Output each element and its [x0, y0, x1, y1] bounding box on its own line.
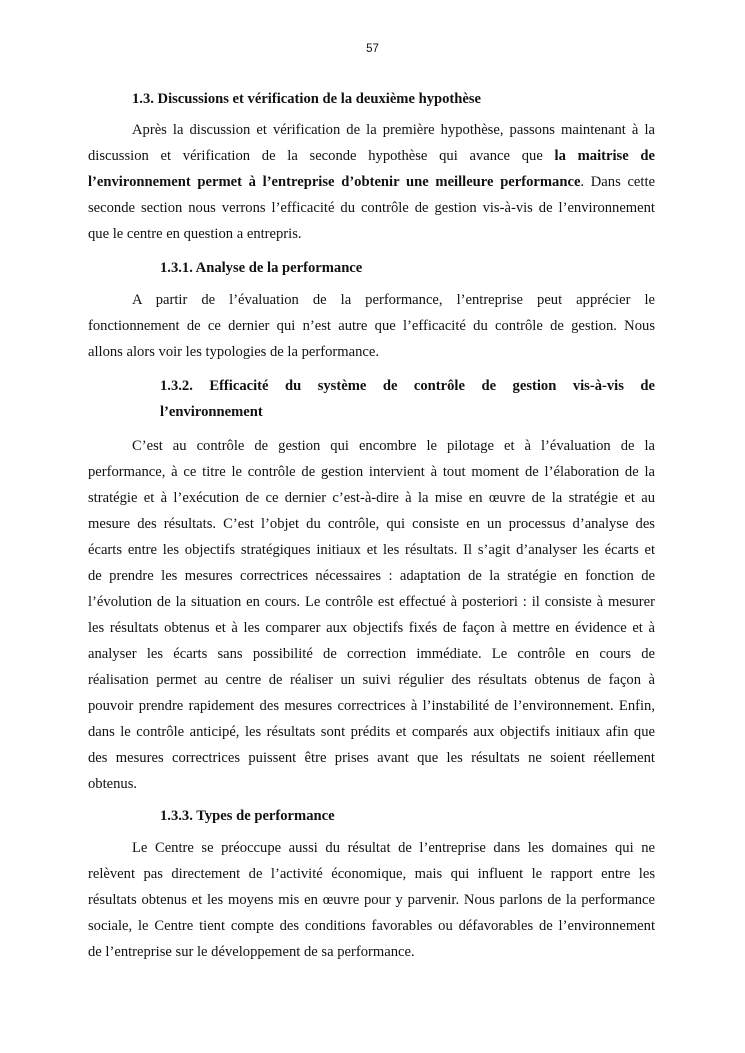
paragraph-line: performance, à ce titre le contrôle de gestion intervient à tout moment de l’élaboration de la: [88, 464, 655, 480]
paragraph-line: Le Centre se préoccupe aussi du résultat de l’entreprise dans les domaines qui ne: [132, 840, 655, 856]
paragraph-line: A partir de l’évaluation de la performance, l’entreprise peut apprécier le: [132, 292, 655, 308]
paragraph-line: des mesures correctrices puissent être prises avant que les résultats ne soient réellement: [88, 750, 655, 766]
text-run: discussion et vérification de la seconde hypothèse qui avance que: [88, 148, 543, 164]
paragraph-line: de prendre les mesures correctrices nécessaires : adaptation de la stratégie en fonction de: [88, 568, 655, 584]
section-heading-1-3-2-cont: l’environnement: [160, 404, 263, 420]
paragraph-line: les résultats obtenus et à les comparer aux objectifs fixés de façon à mettre en évidence et à: [88, 620, 655, 636]
page-number: 57: [366, 43, 379, 55]
paragraph-line: résultats obtenus et les moyens mis en œuvre pour y parvenir. Nous parlons de la performance: [88, 892, 655, 908]
paragraph-line: de l’entreprise sur le développement de sa performance.: [88, 944, 415, 960]
bold-text-run: l’environnement permet à l’entreprise d’obtenir une meilleure performance: [88, 174, 581, 190]
paragraph-line: relèvent pas directement de l’activité économique, mais qui influent le rapport entre les: [88, 866, 655, 882]
paragraph-line: pouvoir prendre rapidement des mesures correctrices à l’instabilité de l’environnement. Enfin,: [88, 698, 655, 714]
bold-text-run: la maitrise de: [554, 148, 655, 164]
paragraph-line: stratégie et à l’exécution de ce dernier c’est-à-dire à la mise en œuvre de la stratégie et au: [88, 490, 655, 506]
paragraph-line: seconde section nous verrons l’efficacité du contrôle de gestion vis-à-vis de l’environnement: [88, 200, 655, 216]
section-heading-1-3-1: 1.3.1. Analyse de la performance: [160, 260, 363, 276]
paragraph-line: écarts entre les objectifs stratégiques initiaux et les résultats. Il s’agit d’analyser les écarts et: [88, 542, 655, 558]
paragraph-line: que le centre en question a entrepris.: [88, 226, 302, 242]
paragraph-line: l’évolution de la situation en cours. Le contrôle est effectué à posteriori : il consiste à mesurer: [88, 594, 655, 610]
paragraph-line: allons alors voir les typologies de la performance.: [88, 344, 379, 360]
text-run: . Dans cette: [580, 174, 655, 190]
paragraph-line: réalisation permet au centre de réaliser un suivi régulier des résultats obtenus de façon à: [88, 672, 655, 688]
paragraph-line: dans le contrôle anticipé, les résultats sont prédits et comparés aux objectifs initiaux afin que: [88, 724, 655, 740]
paragraph-line: [88, 143, 655, 169]
paragraph-line: sociale, le Centre tient compte des conditions favorables ou défavorables de l’environnement: [88, 918, 655, 934]
paragraph-line: Après la discussion et vérification de la première hypothèse, passons maintenant à la: [132, 122, 655, 138]
paragraph-line: [88, 169, 655, 195]
paragraph-line: analyser les écarts sans possibilité de correction immédiate. Le contrôle en cours de: [88, 646, 655, 662]
paragraph-line: obtenus.: [88, 776, 138, 792]
section-heading-1-3: 1.3. Discussions et vérification de la deuxième hypothèse: [132, 91, 482, 107]
paragraph-line: C’est au contrôle de gestion qui encombre le pilotage et à l’évaluation de la: [132, 438, 655, 454]
paragraph-line: fonctionnement de ce dernier qui n’est autre que l’efficacité du contrôle de gestion. Nous: [88, 318, 655, 334]
section-heading-1-3-2: 1.3.2. Efficacité du système de contrôle de gestion vis-à-vis de: [160, 378, 655, 394]
section-heading-1-3-3: 1.3.3. Types de performance: [160, 808, 335, 824]
paragraph-line: mesure des résultats. C’est l’objet du contrôle, qui consiste en un processus d’analyse des: [88, 516, 655, 532]
